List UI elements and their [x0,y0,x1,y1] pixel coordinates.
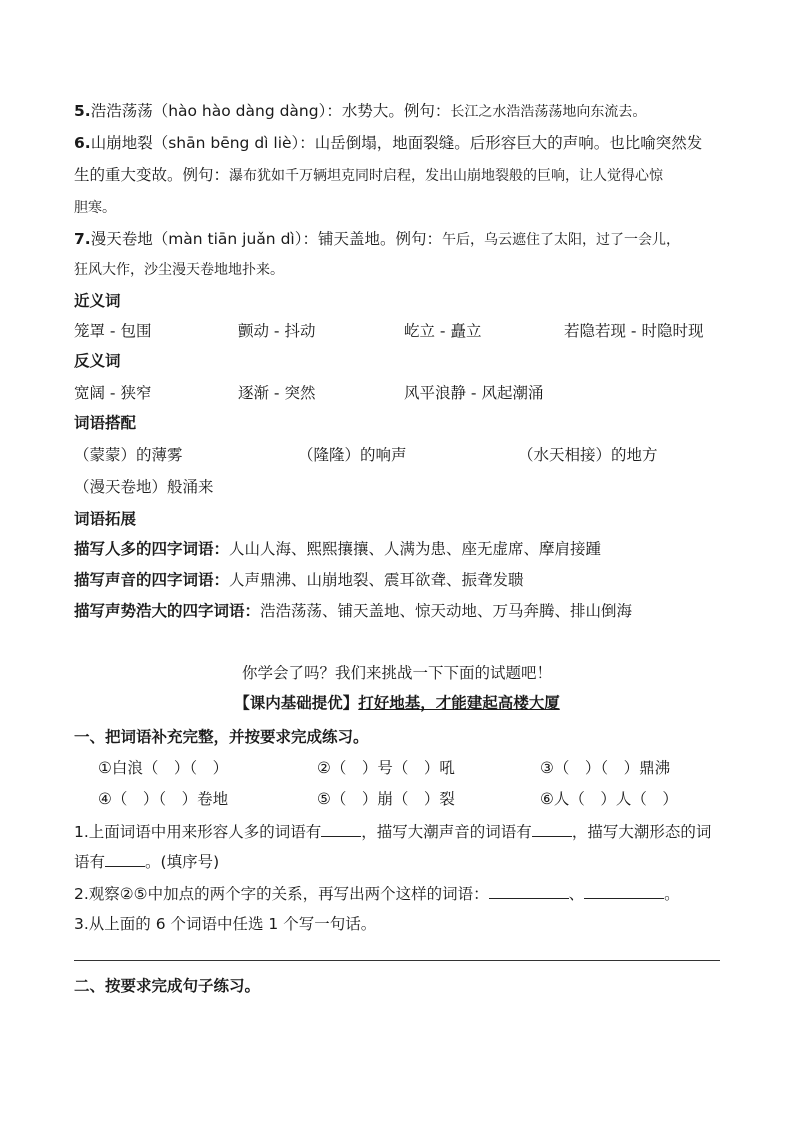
antonyms-row [74,382,734,404]
fill-row-1 [74,757,734,779]
collocation-item: （隆隆）的响声 [298,446,407,464]
idiom-pinyin: （màn tiān juǎn dì） [152,230,303,248]
answer-blank-crowd[interactable] [321,820,361,837]
subquestion-text: 1.上面词语中用来形容人多的词语有 [74,823,322,841]
collocations-heading: 词语搭配 [74,414,137,432]
question-1-title: 一、把词语补充完整，并按要求完成练习。 [74,728,369,746]
answer-blank-word-1[interactable] [489,882,569,899]
expansion-row-crowd [74,538,601,560]
antonyms-heading: 反义词 [74,352,121,370]
idiom-example: 瀑布犹如千万辆坦克同时启程，发出山崩地裂般的巨响，让人觉得心惊 [229,168,664,184]
idiom-number: 7. [74,230,91,248]
answer-blank-form[interactable] [105,850,145,867]
idiom-number: 5. [74,102,91,120]
synonyms-heading: 近义词 [74,292,121,310]
antonym-pair: 逐渐 - 突然 [238,384,316,402]
idiom-example: 午后，乌云遮住了太阳，过了一会儿， [441,232,680,248]
fill-item-5: ⑤（ ）崩（ ）裂 [317,790,455,808]
expansion-text: 人声鼎沸、山崩地裂、震耳欲聋、振聋发聩 [229,571,524,589]
collocations-row-2 [74,476,734,498]
idiom-example: 长江之水浩浩荡荡地向东流去。 [450,104,647,120]
subquestion-1-cont [74,850,219,873]
answer-blank-word-2[interactable] [584,882,664,899]
section-banner [0,692,794,714]
fill-item-6: ⑥人（ ）人（ ） [540,790,678,808]
collocation-item: （蒙蒙）的薄雾 [74,446,183,464]
fill-row-2 [74,788,734,810]
section-motto: 打好地基，才能建起高楼大厦 [358,694,560,712]
subquestion-text: 。(填序号) [145,853,220,871]
idiom-entry-6-line3 [74,196,116,219]
fill-item-2: ②（ ）号（ ）吼 [317,759,455,777]
subquestion-3: 3.从上面的 6 个词语中任选 1 个写一句话。 [74,915,377,933]
subquestion-text: ，描写大潮形态的词 [571,823,712,841]
collocations-row-1 [74,444,734,466]
idiom-entry-7 [74,228,680,251]
subquestion-text: ，描写大潮声音的词语有 [361,823,532,841]
synonyms-row [74,320,734,342]
idiom-word: 漫天卷地 [90,230,153,248]
idiom-word: 浩浩荡荡 [90,102,153,120]
idiom-word: 山崩地裂 [90,134,153,152]
expansion-heading: 词语拓展 [74,510,137,528]
synonym-pair: 若隐若现 - 时隐时现 [564,322,704,340]
question-2-title: 二、按要求完成句子练习。 [74,977,261,995]
idiom-meaning-cont: 生的重大变故。例句： [74,166,230,184]
collocation-item: （漫天卷地）般涌来 [74,478,214,496]
separator: 、 [568,885,585,903]
collocation-item: （水天相接）的地方 [518,446,658,464]
idiom-meaning: ：水势大。例句： [326,102,451,120]
subquestion-text: 。 [664,885,680,903]
subquestion-1 [74,820,711,843]
idiom-entry-5 [74,100,646,123]
expansion-row-sound [74,569,524,591]
idiom-entry-6-line2 [74,164,663,187]
answer-blank-sound[interactable] [532,820,572,837]
expansion-label: 描写声势浩大的四字词语： [74,602,261,620]
expansion-label: 描写人多的四字词语： [74,540,230,558]
expansion-label: 描写声音的四字词语： [74,571,230,589]
challenge-text: 你学会了吗？我们来挑战一下下面的试题吧！ [241,664,552,682]
idiom-number: 6. [74,134,91,152]
idiom-entry-6 [74,132,702,154]
idiom-meaning: ：山岳倒塌，地面裂缝。后形容巨大的声响。也比喻突然发 [299,134,703,152]
expansion-text: 人山人海、熙熙攘攘、人满为患、座无虚席、摩肩接踵 [229,540,602,558]
subquestion-2 [74,882,680,905]
fill-item-4: ④（ ）（ ）卷地 [98,790,229,808]
idiom-meaning: ：铺天盖地。例句： [302,230,442,248]
synonym-pair: 屹立 - 矗立 [404,322,482,340]
idiom-entry-7-line2 [74,258,284,281]
synonym-pair: 笼罩 - 包围 [74,322,152,340]
subquestion-text: 2.观察②⑤中加点的两个字的关系，再写出两个这样的词语： [74,885,489,903]
section-tag: 【课内基础提优】 [234,694,359,712]
synonym-pair: 颤动 - 抖动 [238,322,316,340]
subquestion-text: 语有 [74,853,106,871]
idiom-example-cont: 狂风大作，沙尘漫天卷地地扑来。 [74,262,284,278]
idiom-pinyin: （hào hào dàng dàng） [152,102,327,120]
antonym-pair: 风平浪静 - 风起潮涌 [404,384,544,402]
fill-item-1: ①白浪（ ）（ ） [98,759,229,777]
idiom-example-cont: 胆寒。 [74,200,116,216]
answer-line[interactable] [74,960,720,961]
idiom-pinyin: （shān bēng dì liè） [152,134,300,152]
antonym-pair: 宽阔 - 狭窄 [74,384,152,402]
expansion-text: 浩浩荡荡、铺天盖地、惊天动地、万马奔腾、排山倒海 [260,602,633,620]
expansion-row-momentum [74,600,632,622]
fill-item-3: ③（ ）（ ）鼎沸 [540,759,671,777]
